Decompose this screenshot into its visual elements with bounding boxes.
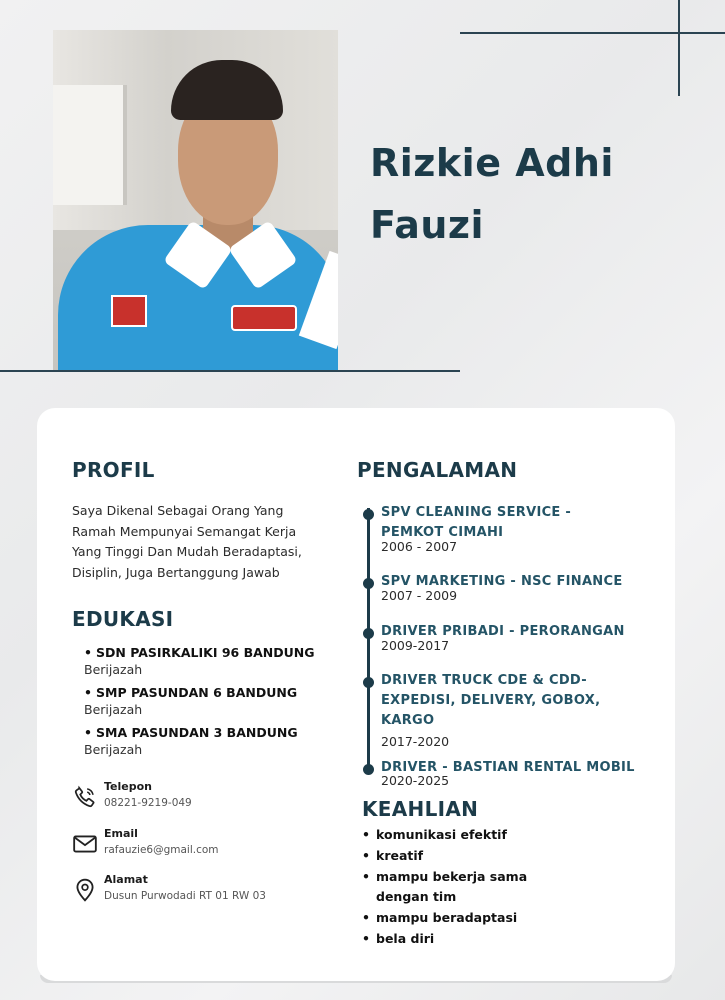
education-item bbox=[72, 644, 342, 678]
education-item bbox=[72, 684, 342, 718]
person-name bbox=[370, 132, 614, 256]
mail-icon bbox=[72, 831, 98, 857]
profile-photo bbox=[53, 30, 338, 370]
name-line-1: Rizkie Adhi bbox=[370, 141, 614, 185]
timeline-dot bbox=[363, 628, 374, 639]
decorative-line-vertical bbox=[678, 0, 680, 96]
experience-years: 2017-2020 bbox=[381, 734, 450, 749]
contact-email bbox=[72, 827, 332, 859]
address-value: Dusun Purwodadi RT 01 RW 03 bbox=[104, 890, 266, 902]
experience-title: DRIVER PRIBADI - PERORANGAN bbox=[381, 624, 625, 639]
contact-phone bbox=[72, 780, 332, 812]
email-label: Email bbox=[104, 827, 138, 840]
skill-item: • bela diri bbox=[362, 929, 622, 950]
education-note: Berijazah bbox=[84, 702, 143, 717]
experience-heading: PENGALAMAN bbox=[357, 458, 518, 482]
timeline-dot bbox=[363, 578, 374, 589]
profile-heading: PROFIL bbox=[72, 458, 155, 482]
skills-heading: KEAHLIAN bbox=[362, 797, 479, 821]
skills-list bbox=[362, 825, 622, 950]
experience-title: DRIVER - BASTIAN RENTAL MOBIL bbox=[381, 760, 635, 775]
decorative-line-top bbox=[460, 32, 725, 34]
phone-value[interactable]: 08221-9219-049 bbox=[104, 797, 192, 809]
education-list bbox=[72, 644, 342, 764]
education-school: • SMP PASUNDAN 6 BANDUNG bbox=[84, 684, 342, 702]
timeline-dot bbox=[363, 509, 374, 520]
education-note: Berijazah bbox=[84, 742, 143, 757]
experience-title: DRIVER TRUCK CDE & CDD-EXPEDISI, DELIVERY, GOBOX, KARGO bbox=[381, 673, 601, 728]
location-pin-icon bbox=[72, 877, 98, 903]
education-item bbox=[72, 724, 342, 758]
education-note: Berijazah bbox=[84, 662, 143, 677]
resume-card bbox=[37, 408, 675, 981]
profile-text: Saya Dikenal Sebagai Orang Yang Ramah Mempunyai Semangat Kerja Yang Tinggi Dan Mudah Beradaptasi, Disiplin, Juga Bertanggung Jawab bbox=[72, 503, 302, 580]
contact-address bbox=[72, 873, 332, 905]
skill-item: • kreatif bbox=[362, 846, 622, 867]
experience-years: 2006 - 2007 bbox=[381, 539, 458, 554]
skill-item: • mampu beradaptasi bbox=[362, 908, 622, 929]
experience-title: SPV MARKETING - NSC FINANCE bbox=[381, 574, 623, 589]
phone-icon bbox=[72, 784, 98, 810]
decorative-line-middle bbox=[0, 370, 460, 372]
name-line-2: Fauzi bbox=[370, 203, 485, 247]
experience-years: 2007 - 2009 bbox=[381, 588, 458, 603]
timeline-dot bbox=[363, 677, 374, 688]
education-heading: EDUKASI bbox=[72, 607, 174, 631]
experience-years: 2020-2025 bbox=[381, 773, 450, 788]
email-value[interactable]: rafauzie6@gmail.com bbox=[104, 844, 219, 856]
experience-years: 2009-2017 bbox=[381, 638, 450, 653]
education-school: • SDN PASIRKALIKI 96 BANDUNG bbox=[84, 644, 342, 662]
experience-title: SPV CLEANING SERVICE - PEMKOT CIMAHI bbox=[381, 505, 572, 540]
education-school: • SMA PASUNDAN 3 BANDUNG bbox=[84, 724, 342, 742]
skill-item: • mampu bekerja sama dengan tim bbox=[362, 867, 581, 909]
address-label: Alamat bbox=[104, 873, 148, 886]
timeline-dot bbox=[363, 764, 374, 775]
phone-label: Telepon bbox=[104, 780, 152, 793]
skill-item: • komunikasi efektif bbox=[362, 825, 622, 846]
